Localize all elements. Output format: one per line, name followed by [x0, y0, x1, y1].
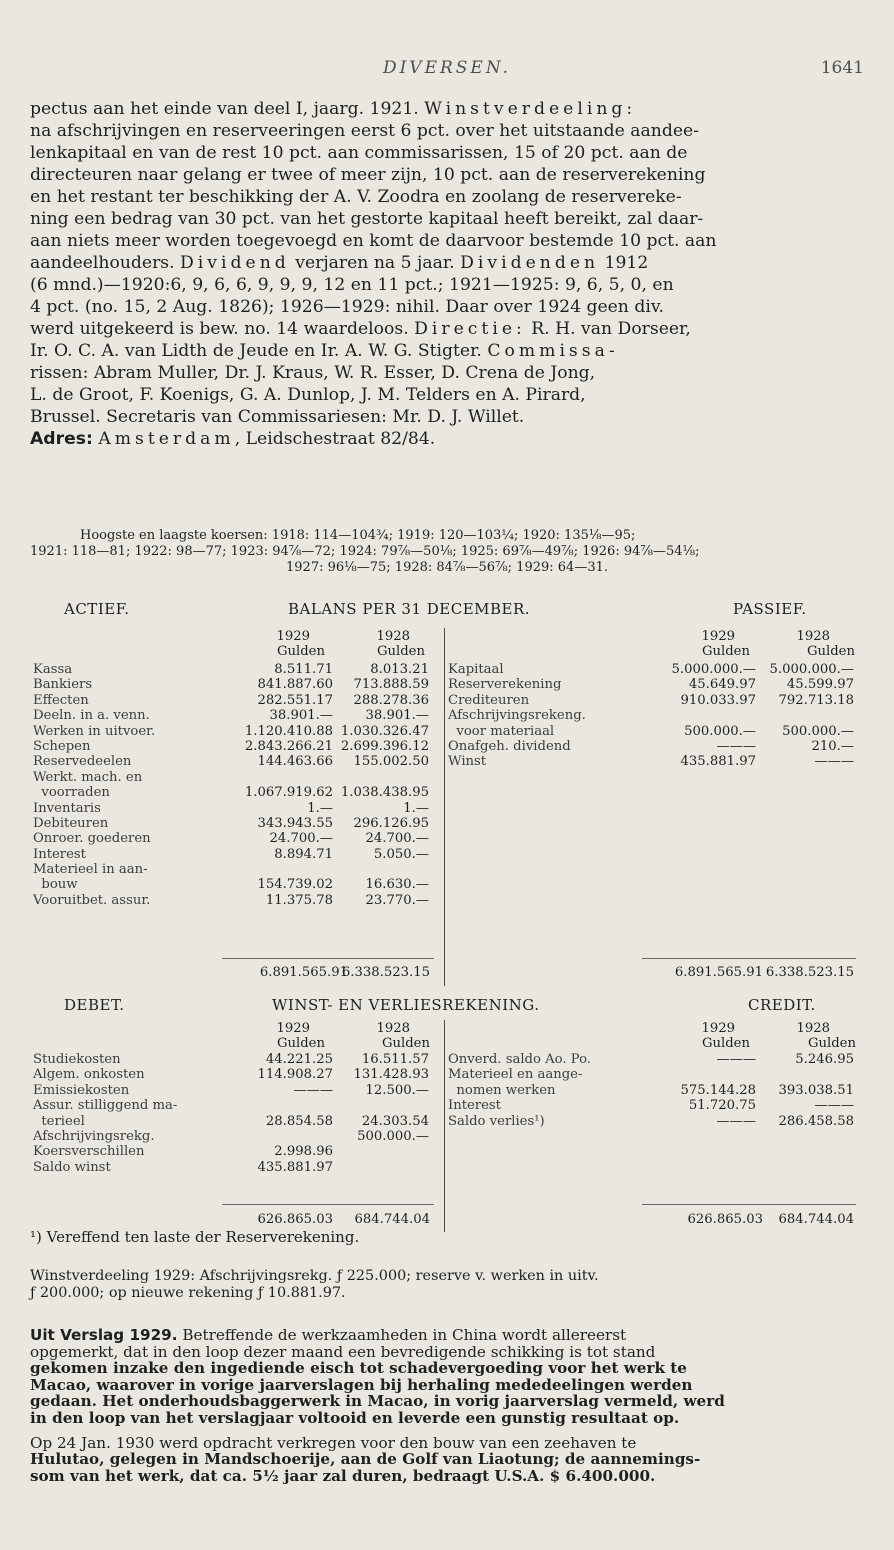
- debet-heading: DEBET.: [64, 996, 125, 1014]
- row-label: Interest: [33, 846, 86, 862]
- table-row: [33, 739, 433, 754]
- value-1928: 16.630.—: [365, 877, 429, 893]
- price-line: 1927: 96⅛—75; 1928: 84⅞—56⅞; 1929: 64—31.: [286, 560, 608, 575]
- row-label: Materieel in aan-: [33, 862, 148, 878]
- table-row: [448, 754, 858, 769]
- table-row: [448, 693, 858, 708]
- total-value: 626.865.03: [687, 1212, 763, 1227]
- passief-year-header: [660, 629, 860, 660]
- table-row: [33, 877, 433, 892]
- total-value: 626.865.03: [257, 1212, 333, 1227]
- unit-label: Gulden: [702, 644, 750, 660]
- value-1929: 282.551.17: [257, 692, 333, 708]
- value-1928: 24.700.—: [365, 831, 429, 847]
- text-line: aan niets meer worden toegevoegd en komt de daarvoor bestemde 10 pct. aan: [30, 231, 717, 251]
- table-row: [448, 1052, 858, 1067]
- text-line: werd uitgekeerd is bew. no. 14 waardeloos.: [30, 319, 415, 339]
- value-1928: 500.000.—: [782, 723, 854, 739]
- text-line: pectus aan het einde van deel I, jaarg. 1921.: [30, 99, 425, 119]
- address-street: , Leidschestraat 82/84.: [234, 429, 436, 449]
- value-1928: 210.—: [811, 738, 854, 754]
- text-line: L. de Groot, F. Koenigs, G. A. Dunlop, J. M. Telders en A. Pirard,: [30, 385, 586, 405]
- table-row: [33, 893, 433, 908]
- text-line: lenkapitaal en van de rest 10 pct. aan commissarissen, 15 of 20 pct. aan de: [30, 143, 688, 163]
- row-label: Debiteuren: [33, 815, 109, 831]
- row-label: Werken in uitvoer.: [33, 723, 156, 739]
- total-value: 684.744.04: [354, 1212, 430, 1227]
- table-row: [448, 1098, 858, 1113]
- value-1928: 296.126.95: [353, 815, 429, 831]
- running-title: DIVERSEN.: [382, 58, 512, 78]
- section-label: Directie:: [414, 319, 526, 339]
- text-line: gekomen inzake den ingediende eisch tot schadevergoeding voor het werk te: [30, 1359, 687, 1378]
- text-line: Hulutao, gelegen in Mandschoerije, aan de Golf van Liaotung; de aannemings-: [30, 1450, 701, 1469]
- pl-title: WINST- EN VERLIESREKENING.: [272, 996, 540, 1014]
- value-1929: 44.221.25: [265, 1052, 333, 1067]
- value-1929: ———: [716, 738, 756, 754]
- value-1929: 1.120.410.88: [244, 723, 333, 739]
- table-row: [33, 1067, 433, 1082]
- actief-total: [33, 965, 433, 980]
- table-row: [33, 816, 433, 831]
- row-label: Onafgeh. dividend: [448, 738, 571, 754]
- year-label: 1928: [376, 629, 410, 644]
- row-label: bouw: [33, 877, 78, 893]
- value-1929: 2.843.266.21: [244, 738, 333, 754]
- text-line: som van het werk, dat ca. 5½ jaar zal duren, bedraagt U.S.A. $ 6.400.000.: [30, 1466, 656, 1485]
- total-value: 6.891.565.91: [259, 965, 348, 980]
- text-line: Ir. O. C. A. van Lidth de Jeude en Ir. A. W. G. Stigter.: [30, 341, 488, 361]
- row-label: Crediteuren: [448, 692, 530, 708]
- text-span: 1912: [599, 253, 649, 273]
- table-row: [33, 1160, 433, 1175]
- value-1928: 24.303.54: [361, 1113, 429, 1129]
- value-1929: 500.000.—: [684, 723, 756, 739]
- row-label: Schepen: [33, 738, 91, 754]
- table-row: [33, 662, 433, 677]
- value-1928: 1.030.326.47: [340, 723, 429, 739]
- table-row: [33, 677, 433, 692]
- table-row: [33, 1083, 433, 1098]
- table-row: [33, 831, 433, 846]
- debet-total: [33, 1212, 433, 1227]
- year-label: 1929: [701, 1021, 735, 1036]
- column-divider: [444, 628, 445, 986]
- value-1929: 435.881.97: [680, 754, 756, 770]
- table-row: [448, 708, 858, 723]
- address-line: [30, 428, 864, 450]
- row-label: Saldo verlies¹): [448, 1113, 545, 1129]
- section-label: Commissa-: [487, 341, 619, 361]
- row-label: Reservedeelen: [33, 754, 132, 770]
- value-1928: 38.901.—: [365, 708, 429, 724]
- text-line: directeuren naar gelang er twee of meer zijn, 10 pct. aan de reserverekening: [30, 165, 706, 185]
- report-label: Uit Verslag 1929.: [30, 1326, 178, 1344]
- debet-year-header: [240, 1021, 440, 1052]
- row-label: Saldo winst: [33, 1159, 111, 1175]
- credit-heading: CREDIT.: [748, 996, 816, 1014]
- value-1929: 38.901.—: [269, 708, 333, 724]
- row-label: Winst: [448, 754, 487, 770]
- value-1929: 114.908.27: [257, 1067, 333, 1083]
- unit-label: Gulden: [382, 1036, 430, 1052]
- value-1929: 144.463.66: [257, 754, 333, 770]
- value-1929: 24.700.—: [269, 831, 333, 847]
- row-label: Effecten: [33, 692, 89, 708]
- debet-list: [33, 1052, 433, 1175]
- value-1928: 23.770.—: [365, 892, 429, 908]
- price-line: Hoogste en laagste koersen: 1918: 114—104¾; 1919: 120—103¼; 1920: 135⅛—95;: [80, 528, 636, 543]
- table-row: [33, 1114, 433, 1129]
- table-row: [33, 770, 433, 785]
- table-row: [33, 708, 433, 723]
- text-line: gedaan. Het onderhoudsbaggerwerk in Macao, in vorig jaarverslag vermeld, werd: [30, 1392, 725, 1411]
- table-row: [448, 1067, 858, 1082]
- text-line: Winstverdeeling 1929: Afschrijvingsrekg. ƒ 225.000; reserve v. werken in uitv.: [30, 1268, 599, 1284]
- total-rule: [222, 958, 434, 959]
- row-label: Onverd. saldo Ao. Po.: [448, 1052, 591, 1067]
- row-label: Afschrijvingsrekeng.: [448, 708, 586, 724]
- actief-year-header: [240, 629, 440, 660]
- row-label: Algem. onkosten: [33, 1067, 145, 1083]
- value-1928: 12.500.—: [365, 1082, 429, 1098]
- row-label: Studiekosten: [33, 1052, 121, 1067]
- value-1929: 435.881.97: [257, 1159, 333, 1175]
- row-label: Kassa: [33, 662, 73, 677]
- value-1928: 8.013.21: [370, 662, 429, 677]
- row-label: nomen werken: [448, 1082, 556, 1098]
- unit-label: Gulden: [277, 644, 325, 660]
- unit-label: Gulden: [808, 1036, 856, 1052]
- total-rule: [642, 1204, 856, 1205]
- text-line: opgemerkt, dat in den loop dezer maand een bevredigende schikking is tot stand: [30, 1342, 656, 1361]
- value-1928: ———: [814, 1098, 854, 1114]
- actief-heading: ACTIEF.: [64, 600, 130, 618]
- table-row: [448, 739, 858, 754]
- table-row: [448, 677, 858, 692]
- value-1928: 393.038.51: [778, 1082, 854, 1098]
- row-label: Reserverekening: [448, 677, 562, 693]
- row-label: voor materiaal: [448, 723, 555, 739]
- value-1928: 500.000.—: [357, 1128, 429, 1144]
- text-line: Op 24 Jan. 1930 werd opdracht verkregen voor den bouw van een zeehaven te: [30, 1433, 637, 1452]
- unit-label: Gulden: [807, 644, 855, 660]
- passief-total: [448, 965, 858, 980]
- year-label: 1929: [276, 1021, 310, 1036]
- address-city: Amsterdam: [98, 429, 235, 449]
- company-text: [30, 98, 864, 450]
- unit-label: Gulden: [277, 1036, 325, 1052]
- value-1929: 8.511.71: [274, 662, 333, 677]
- text-line: ƒ 200.000; op nieuwe rekening ƒ 10.881.97.: [30, 1285, 346, 1301]
- row-label: Koersverschillen: [33, 1144, 145, 1160]
- text-line: ning een bedrag van 30 pct. van het gestorte kapitaal heeft bereikt, zal daar-: [30, 209, 704, 229]
- row-label: Vooruitbet. assur.: [33, 892, 151, 908]
- table-row: [33, 724, 433, 739]
- text-line: in den loop van het verslagjaar voltooid en leverde een gunstig resultaat op.: [30, 1408, 680, 1427]
- value-1929: 28.854.58: [265, 1113, 333, 1129]
- text-line: Betreffende de werkzaamheden in China wordt allereerst: [177, 1326, 627, 1344]
- value-1928: 1.038.438.95: [340, 785, 429, 801]
- text-line: en het restant ter beschikking der A. V. Zoodra en zoolang de reservereke-: [30, 187, 682, 207]
- year-label: 1928: [796, 1021, 830, 1036]
- year-label: 1929: [276, 629, 310, 644]
- text-line: na afschrijvingen en reserveeringen eerst 6 pct. over het uitstaande aandee-: [30, 121, 700, 141]
- text-line: (6 mnd.)—1920:6, 9, 6, 6, 9, 9, 9, 12 en 11 pct.; 1921—1925: 9, 6, 5, 0, en: [30, 275, 674, 295]
- row-label: Werkt. mach. en: [33, 769, 143, 785]
- table-row: [448, 662, 858, 677]
- table-row: [33, 1098, 433, 1113]
- value-1928: 792.713.18: [778, 692, 854, 708]
- footnote: ¹) Vereffend ten laste der Reserverekening.: [30, 1228, 360, 1246]
- table-row: [33, 847, 433, 862]
- value-1928: 713.888.59: [353, 677, 429, 693]
- row-label: Deeln. in a. venn.: [33, 708, 150, 724]
- text-line: aandeelhouders.: [30, 253, 181, 273]
- row-label: Interest: [448, 1098, 501, 1114]
- text-line: 4 pct. (no. 15, 2 Aug. 1826); 1926—1929: nihil. Daar over 1924 geen div.: [30, 297, 664, 317]
- row-label: Materieel en aange-: [448, 1067, 583, 1083]
- section-label: Winstverdeeling:: [424, 99, 637, 119]
- value-1929: 910.033.97: [680, 692, 756, 708]
- passief-heading: PASSIEF.: [733, 600, 807, 618]
- value-1929: 11.375.78: [265, 892, 333, 908]
- total-value: 6.338.523.15: [341, 965, 430, 980]
- price-history: [30, 528, 864, 576]
- unit-label: Gulden: [377, 644, 425, 660]
- value-1929: ———: [716, 1113, 756, 1129]
- annual-report-excerpt: [30, 1327, 864, 1484]
- value-1928: 5.000.000.—: [769, 662, 854, 677]
- total-rule: [642, 958, 856, 959]
- balance-title: BALANS PER 31 DECEMBER.: [288, 600, 531, 618]
- row-label: terieel: [33, 1113, 85, 1129]
- row-label: Assur. stilliggend ma-: [33, 1098, 178, 1114]
- value-1928: 16.511.57: [361, 1052, 429, 1067]
- value-1929: 343.943.55: [257, 815, 333, 831]
- text-span: verjaren na 5 jaar.: [289, 253, 461, 273]
- table-row: [33, 801, 433, 816]
- value-1929: 1.067.919.62: [244, 785, 333, 801]
- total-value: 6.338.523.15: [765, 965, 854, 980]
- table-row: [33, 785, 433, 800]
- row-label: voorraden: [33, 785, 110, 801]
- row-label: Bankiers: [33, 677, 93, 693]
- value-1929: 841.887.60: [257, 677, 333, 693]
- row-label: Inventaris: [33, 800, 101, 816]
- value-1928: 131.428.93: [353, 1067, 429, 1083]
- text-span: R. H. van Dorseer,: [525, 319, 691, 339]
- actief-list: [33, 662, 433, 908]
- page-number: 1641: [820, 58, 864, 78]
- page-header: [0, 58, 894, 88]
- value-1929: 575.144.28: [680, 1082, 756, 1098]
- value-1928: 5.246.95: [795, 1052, 854, 1067]
- value-1929: 8.894.71: [274, 846, 333, 862]
- value-1929: 5.000.000.—: [671, 662, 756, 677]
- value-1929: 45.649.97: [688, 677, 756, 693]
- year-label: 1928: [796, 629, 830, 644]
- value-1928: 45.599.97: [786, 677, 854, 693]
- value-1928: 286.458.58: [778, 1113, 854, 1129]
- credit-list: [448, 1052, 858, 1129]
- table-row: [33, 1129, 433, 1144]
- value-1929: 51.720.75: [688, 1098, 756, 1114]
- text-line: Macao, waarover in vorige jaarverslagen bij herhaling mededeelingen werden: [30, 1375, 693, 1394]
- value-1929: 154.739.02: [257, 877, 333, 893]
- table-row: [448, 1114, 858, 1129]
- table-row: [33, 754, 433, 769]
- year-label: 1928: [376, 1021, 410, 1036]
- value-1928: 5.050.—: [373, 846, 429, 862]
- total-value: 684.744.04: [778, 1212, 854, 1227]
- table-row: [33, 693, 433, 708]
- row-label: Onroer. goederen: [33, 831, 151, 847]
- value-1929: ———: [716, 1052, 756, 1067]
- table-row: [33, 1052, 433, 1067]
- row-label: Kapitaal: [448, 662, 504, 677]
- year-label: 1929: [701, 629, 735, 644]
- column-divider: [444, 1020, 445, 1232]
- profit-distribution: [30, 1268, 864, 1302]
- value-1928: 288.278.36: [353, 692, 429, 708]
- table-row: [448, 724, 858, 739]
- credit-year-header: [660, 1021, 860, 1052]
- value-1929: ———: [293, 1082, 333, 1098]
- unit-label: Gulden: [702, 1036, 750, 1052]
- value-1928: ———: [814, 754, 854, 770]
- value-1929: 2.998.96: [274, 1144, 333, 1160]
- table-row: [33, 1144, 433, 1159]
- value-1928: 2.699.396.12: [340, 738, 429, 754]
- credit-total: [448, 1212, 858, 1227]
- text-line: rissen: Abram Muller, Dr. J. Kraus, W. R. Esser, D. Crena de Jong,: [30, 363, 596, 383]
- row-label: Emissiekosten: [33, 1082, 130, 1098]
- address-label: Adres:: [30, 429, 93, 449]
- table-row: [448, 1083, 858, 1098]
- value-1928: 1.—: [403, 800, 429, 816]
- total-value: 6.891.565.91: [674, 965, 763, 980]
- section-label: Dividend: [180, 253, 290, 273]
- price-line: 1921: 118—81; 1922: 98—77; 1923: 94⅞—72; 1924: 79⅞—50⅛; 1925: 69⅞—49⅞; 1926: 94⅞—54⅛;: [30, 544, 700, 559]
- table-row: [33, 862, 433, 877]
- passief-list: [448, 662, 858, 770]
- total-rule: [222, 1204, 434, 1205]
- section-label: Dividenden: [460, 253, 600, 273]
- value-1929: 1.—: [307, 800, 333, 816]
- value-1928: 155.002.50: [353, 754, 429, 770]
- row-label: Afschrijvingsrekg.: [33, 1128, 155, 1144]
- text-line: Brussel. Secretaris van Commissariesen: Mr. D. J. Willet.: [30, 407, 525, 427]
